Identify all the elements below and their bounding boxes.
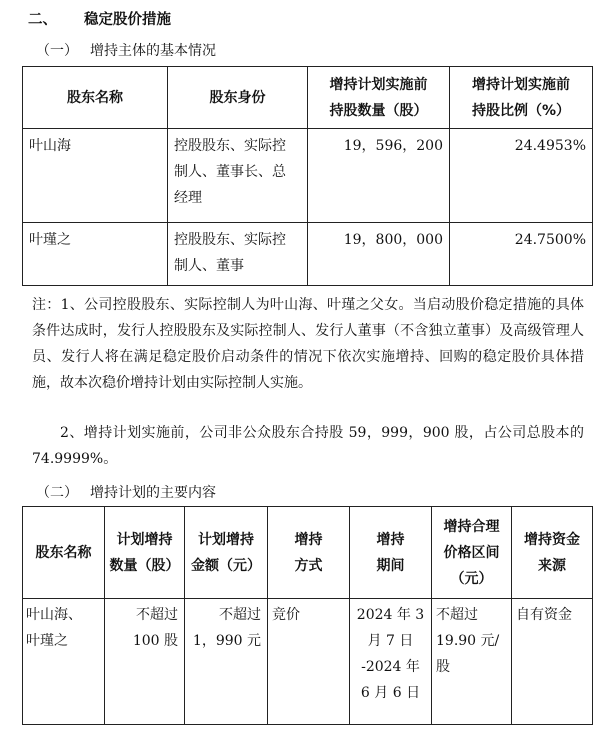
cell-holder-identity: 控股股东、实际控 制人、董事长、总 经理 — [168, 129, 308, 223]
header-cell-amount: 计划增持 金额（元） — [185, 507, 268, 599]
note-1: 注：1、公司控股股东、实际控制人为叶山海、叶瑾之父女。当启动股价稳定措施的具体条件达成时，发行人控股股东及实际控制人、发行人董事（不含独立董事）及高级管理人员、发行人将在满足稳定股价启动条件的情况下依次实施增持、回购的稳定股价具体措施，故本次稳价增持计划由实际控制人实施。 — [32, 297, 584, 391]
subsection-title-2: 增持计划的主要内容 — [90, 485, 216, 501]
cell-holder-name: 叶山海 — [23, 129, 168, 223]
section-title: 稳定股价措施 — [84, 12, 171, 28]
table-header-row — [23, 67, 593, 129]
subsection-heading-1 — [36, 40, 216, 60]
cell-period: 2024 年 3 月 7 日 -2024 年 6 月 6 日 — [350, 599, 432, 725]
header-cell-ratio: 增持计划实施前 持股比例（%） — [450, 67, 593, 129]
cell-fund-source: 自有资金 — [512, 599, 593, 725]
cell-plan-qty: 不超过 100 股 — [105, 599, 185, 725]
table-row — [23, 599, 593, 725]
header-cell-source: 增持资金 来源 — [512, 507, 593, 599]
cell-price-range: 不超过 19.90 元/ 股 — [432, 599, 512, 725]
subsection-number-2: （二） — [36, 485, 78, 501]
header-cell-name: 股东名称 — [23, 507, 105, 599]
header-cell-identity: 股东身份 — [168, 67, 308, 129]
table-row — [23, 129, 593, 223]
subsection-title-1: 增持主体的基本情况 — [90, 43, 216, 59]
cell-shares: 19，596，200 — [308, 129, 450, 223]
table-row — [23, 223, 593, 286]
increase-plan-table — [22, 506, 593, 725]
header-cell-shares: 增持计划实施前 持股数量（股） — [308, 67, 450, 129]
cell-holder-name: 叶瑾之 — [23, 223, 168, 286]
cell-holder-names: 叶山海、 叶瑾之 — [23, 599, 105, 725]
header-cell-name: 股东名称 — [23, 67, 168, 129]
cell-ratio: 24.7500% — [450, 223, 593, 286]
cell-ratio: 24.4953% — [450, 129, 593, 223]
header-cell-method: 增持 方式 — [268, 507, 350, 599]
section-number: 二、 — [28, 12, 57, 28]
note-2: 2、增持计划实施前，公司非公众股东合持股 59，999，900 股，占公司总股本的 74.9999%。 — [32, 425, 584, 467]
header-cell-price: 增持合理 价格区间 （元） — [432, 507, 512, 599]
subsection-number-1: （一） — [36, 43, 78, 59]
section-heading — [28, 8, 171, 29]
subsection-heading-2 — [36, 482, 216, 502]
holder-basic-table — [22, 66, 593, 286]
table-header-row — [23, 507, 593, 599]
header-cell-qty: 计划增持 数量（股） — [105, 507, 185, 599]
cell-plan-amount: 不超过 1，990 元 — [185, 599, 268, 725]
cell-holder-identity: 控股股东、实际控 制人、董事 — [168, 223, 308, 286]
cell-shares: 19，800，000 — [308, 223, 450, 286]
cell-method: 竞价 — [268, 599, 350, 725]
header-cell-period: 增持 期间 — [350, 507, 432, 599]
